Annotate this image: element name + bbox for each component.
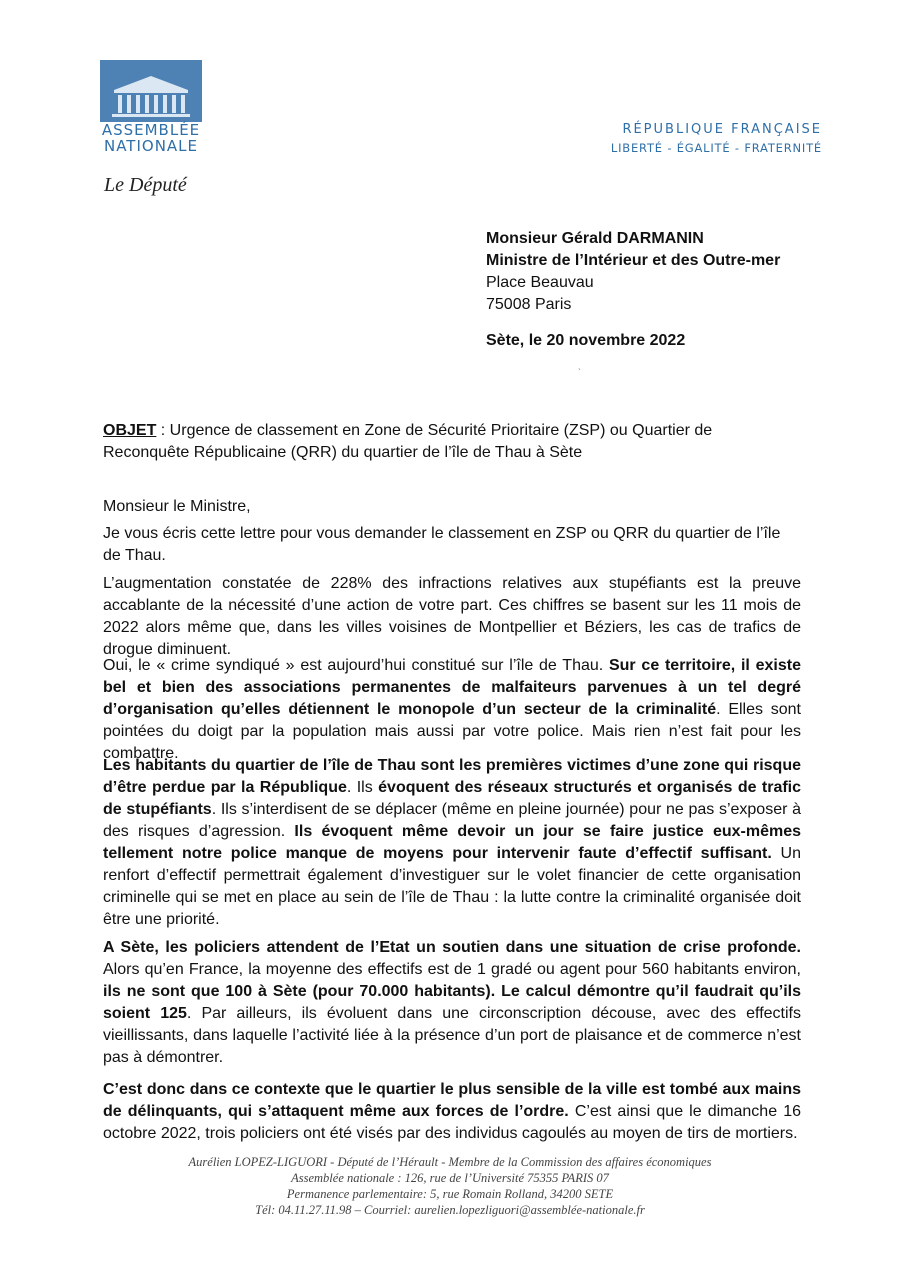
recipient-block bbox=[486, 228, 780, 316]
recipient-address-line1: Place Beauvau bbox=[486, 274, 594, 291]
scan-mark: ˎ bbox=[578, 360, 582, 371]
paragraph-4-part-d: . Ils s’interdisent de se déplacer (même en pleine journée) pour ne pas s’exposer à des risques d’agression. bbox=[103, 801, 801, 840]
footer-line-2: Assemblée nationale : 126, rue de l’Université 75355 PARIS 07 bbox=[291, 1171, 609, 1185]
objet-paragraph bbox=[103, 420, 801, 464]
hemicycle-icon bbox=[100, 60, 202, 122]
footer-line-1: Aurélien LOPEZ-LIGUORI - Député de l’Hérault - Membre de la Commission des affaires économiques bbox=[188, 1155, 712, 1169]
republique-title: RÉPUBLIQUE FRANÇAISE bbox=[622, 122, 822, 137]
paragraph-5-bold-a: A Sète, les policiers attendent de l’Etat un soutien dans une situation de crise profonde. bbox=[103, 939, 801, 956]
paragraph-5-part-b: Alors qu’en France, la moyenne des effectifs est de 1 gradé ou agent pour 560 habitants environ, bbox=[103, 961, 801, 978]
paragraph-2: L’augmentation constatée de 228% des infractions relatives aux stupéfiants est la preuve accablante de la nécessité d’une action de votre part. Ces chiffres se basent sur les 11 mois de 2022 alors même que, dans les villes voisines de Montpellier et Béziers, les cas de trafics de drogue diminuent. bbox=[103, 575, 801, 658]
recipient-title: Ministre de l’Intérieur et des Outre-mer bbox=[486, 252, 781, 269]
letter-footer bbox=[100, 1154, 800, 1218]
recipient-name: Monsieur Gérald DARMANIN bbox=[486, 230, 704, 247]
logo-line-nationale: NATIONALE bbox=[103, 137, 199, 155]
paragraph-4-bold-c: évoquent des réseaux structurés et organisés de trafic de stupéfiants bbox=[103, 779, 802, 818]
recipient-address-line2: 75008 Paris bbox=[486, 296, 572, 313]
objet-label: OBJET bbox=[103, 422, 157, 439]
paragraph-4-part-b: . Ils bbox=[346, 779, 379, 796]
paragraph-3-part-c: . Elles sont pointées du doigt par la population mais aussi par votre police. Mais rien n’est fait pour les combattre. bbox=[103, 701, 802, 762]
paragraph-5-bold-c: ils ne sont que 100 à Sète (pour 70.000 habitants). Le calcul démontre qu’il faudrait qu’ils soient 125 bbox=[103, 983, 801, 1022]
paragraph-4-bold-a: Les habitants du quartier de l’île de Thau sont les premières victimes d’une zone qui risque d’être perdue par la République bbox=[103, 757, 801, 796]
paragraph-4 bbox=[103, 755, 801, 931]
paragraph-5-part-d: . Par ailleurs, ils évoluent dans une circonscription découse, avec des effectifs vieillissants, dans laquelle l’activité liée à la présence d’un port de plaisance et de commerce n’est pas à démontrer. bbox=[103, 1005, 801, 1066]
paragraph-3-bold: Sur ce territoire, il existe bel et bien des associations permanentes de malfaiteurs parvenues à un tel degré d’organisation qu’elles détiennent le monopole d’un secteur de la criminalité bbox=[103, 657, 802, 718]
paragraph-6 bbox=[103, 1079, 801, 1145]
le-depute-heading: Le Député bbox=[104, 174, 187, 196]
republique-francaise-header bbox=[611, 122, 822, 155]
paragraph-1: Je vous écris cette lettre pour vous demander le classement en ZSP ou QRR du quartier de l’île de Thau. bbox=[103, 525, 781, 564]
logo-wordmark bbox=[98, 122, 204, 154]
salutation: Monsieur le Ministre, bbox=[103, 498, 251, 515]
objet-text: : Urgence de classement en Zone de Sécurité Prioritaire (ZSP) ou Quartier de Reconquête Républicaine (QRR) du quartier de l’île de Thau à Sète bbox=[103, 422, 713, 461]
logo-line-assemblee: ASSEMBLÉE bbox=[101, 121, 201, 139]
footer-line-4: Tél: 04.11.27.11.98 – Courriel: aurelien.lopezliguori@assemblée-nationale.fr bbox=[255, 1203, 645, 1217]
letter-date: Sète, le 20 novembre 2022 bbox=[486, 332, 686, 349]
paragraph-4-part-f: Un renfort d’effectif permettrait également d’investiguer sur le volet financier de cette organisation criminelle qui se met en place au sein de l’île de Thau : la lutte contre la criminalité organisée doit être une priorité. bbox=[103, 845, 802, 928]
paragraph-6-part-b: C’est ainsi que le dimanche 16 octobre 2022, trois policiers ont été visés par des individus cagoulés au moyen de tirs de mortiers. bbox=[103, 1103, 801, 1142]
paragraph-5 bbox=[103, 937, 801, 1069]
paragraph-6-bold-a: C’est donc dans ce contexte que le quartier le plus sensible de la ville est tombé aux mains de délinquants, qui s’attaquent même aux forces de l’ordre. bbox=[103, 1081, 801, 1120]
paragraph-3 bbox=[103, 655, 801, 765]
paragraph-3-part-a: Oui, le « crime syndiqué » est aujourd’hui constitué sur l’île de Thau. bbox=[103, 657, 609, 674]
footer-line-3: Permanence parlementaire: 5, rue Romain Rolland, 34200 SETE bbox=[286, 1187, 614, 1201]
paragraph-4-bold-e: Ils évoquent même devoir un jour se faire justice eux-mêmes tellement notre police manque de moyens pour intervenir faute d’effectif suffisant. bbox=[103, 823, 801, 862]
republique-devise: LIBERTÉ - ÉGALITÉ - FRATERNITÉ bbox=[610, 141, 822, 155]
